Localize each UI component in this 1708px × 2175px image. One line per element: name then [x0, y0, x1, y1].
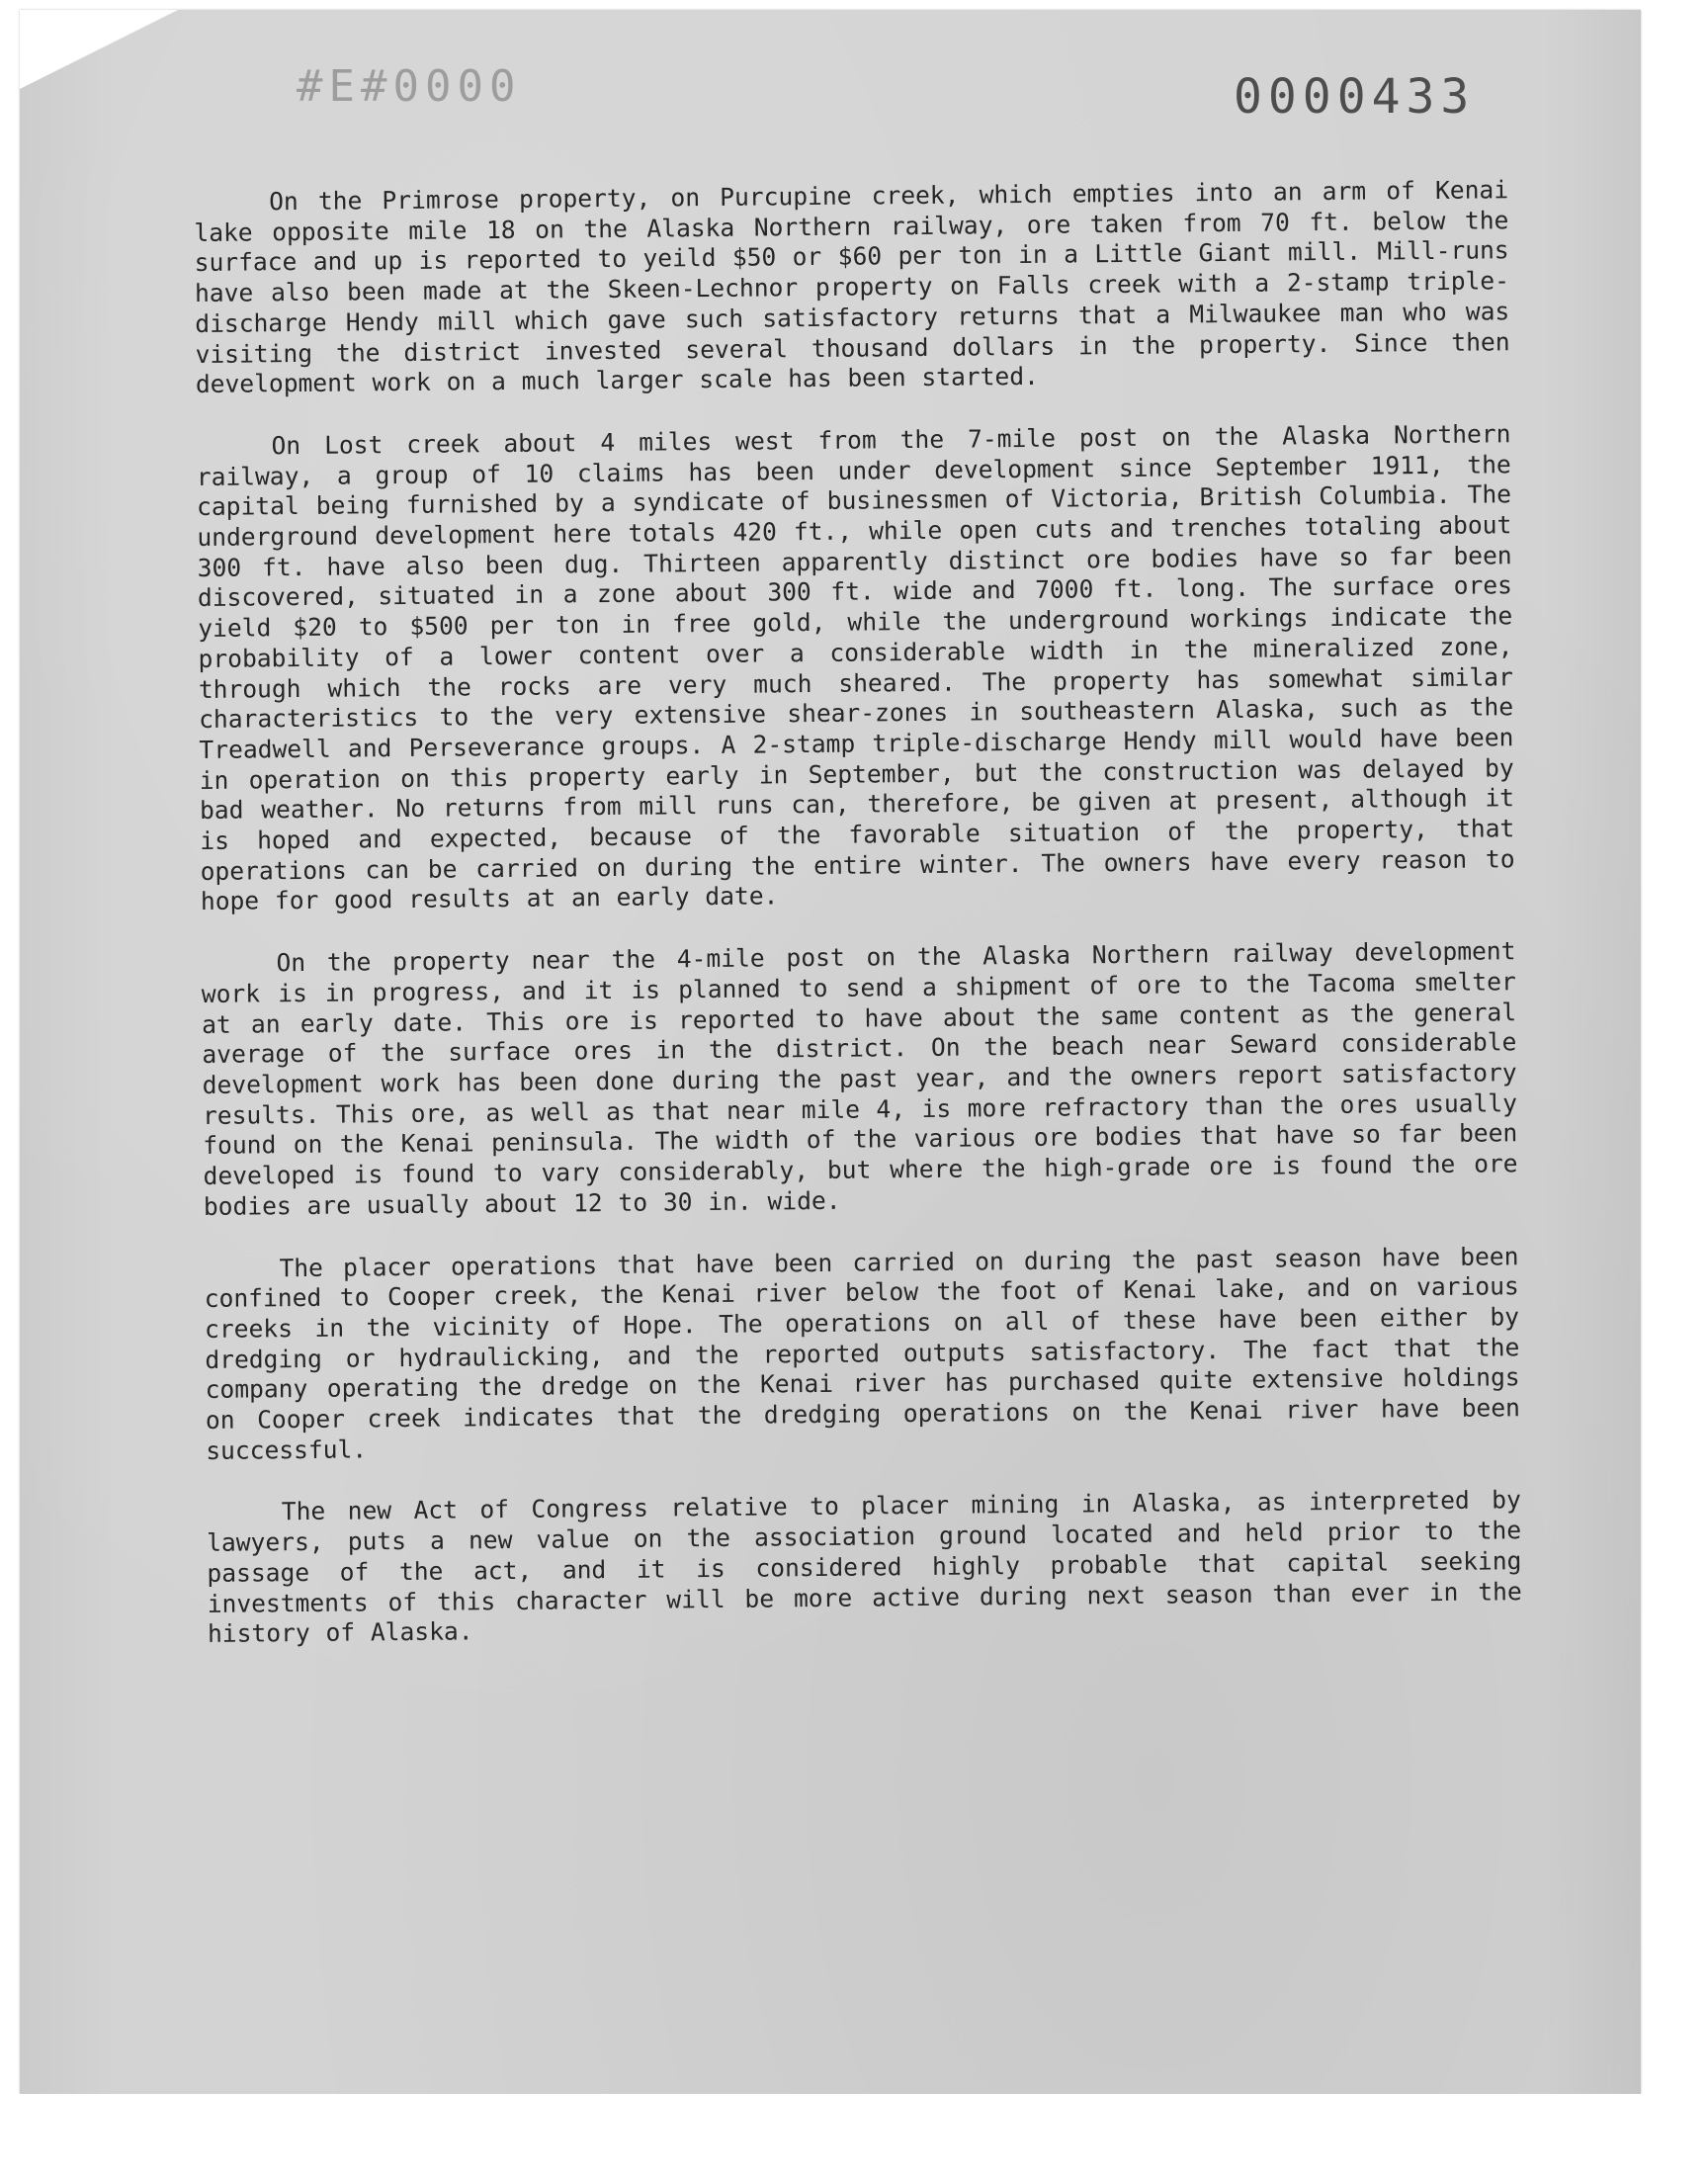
folded-corner — [20, 10, 178, 89]
paragraph-primrose-property: On the Primrose property, on Purcupine creek, which empties into an arm of Kenai lake opposite mile 18 on the Alaska Northern railway, ore taken from 70 ft. below the surface and up is reported to yeild $50 or $60 per ton in a Little Giant mill. Mill-runs have also been made at the Skeen-Lechnor property on Falls creek with a 2-stamp triple-discharge Hendy mill which gave such satisfactory returns that a Milwaukee man who was visiting the district invested several thousand dollars in the property. Since then development work on a much larger scale has been started. — [194, 175, 1510, 399]
paragraph-four-mile-post: On the property near the 4-mile post on the Alaska Northern railway development work is in progress, and it is planned to send a shipment of ore to the Tacoma smelter at an early date. This ore is reported to have about the same content as the general average of the surface ores in the district. On the beach near Seward considerable development work has been done during the past year, and the owners report satisfactory results. This ore, as well as that near mile 4, is more refractory than the ores usually found on the Kenai peninsula. The width of the various ore bodies that have so far been developed is found to vary considerably, but where the high-grade ore is found the ore bodies are usually about 12 to 30 in. wide. — [201, 936, 1518, 1221]
paragraph-act-of-congress: The new Act of Congress relative to placer mining in Alaska, as interpreted by lawyers, puts a new value on the association ground located and held prior to the passage of the act, and it is considered highly probable that capital seeking investments of this character will be more active during next season than ever in the history of Alaska. — [207, 1485, 1522, 1649]
page-number-stamp: 0000433 — [1234, 69, 1476, 125]
scan-margin — [0, 2094, 1708, 2175]
stamp-number-left: #E#0000 — [297, 61, 522, 112]
document-body — [194, 175, 1522, 1682]
paragraph-lost-creek: On Lost creek about 4 miles west from the 7-mile post on the Alaska Northern railway, a group of 10 claims has been under development since September 1911, the capital being furnished by a syndicate of businessmen of Victoria, British Columbia. The underground development here totals 420 ft., while open cuts and trenches totaling about 300 ft. have also been dug. Thirteen apparently distinct ore bodies have so far been discovered, situated in a zone about 300 ft. wide and 7000 ft. long. The surface ores yield $20 to $500 per ton in free gold, while the underground workings indicate the probability of a lower content over a considerable width in the mineralized zone, through which the rocks are very much sheared. The property has somewhat similar characteristics to the very extensive shear-zones in southeastern Alaska, such as the Treadwell and Perseverance groups. A 2-stamp triple-discharge Hendy mill would have been in operation on this property early in September, but the construction was delayed by bad weather. No returns from mill runs can, therefore, be given at present, although it is hoped and expected, because of the favorable situation of the property, that operations can be carried on during the entire winter. The owners have every reason to hope for good results at an early date. — [196, 419, 1515, 916]
paragraph-placer-operations: The placer operations that have been carried on during the past season have been confined to Cooper creek, the Kenai river below the foot of Kenai lake, and on various creeks in the vicinity of Hope. The operations on all of these have been either by dredging or hydraulicking, and the reported outputs satisfactory. The fact that the company operating the dredge on the Kenai river has purchased quite extensive holdings on Cooper creek indicates that the dredging operations on the Kenai river have been successful. — [204, 1241, 1521, 1465]
